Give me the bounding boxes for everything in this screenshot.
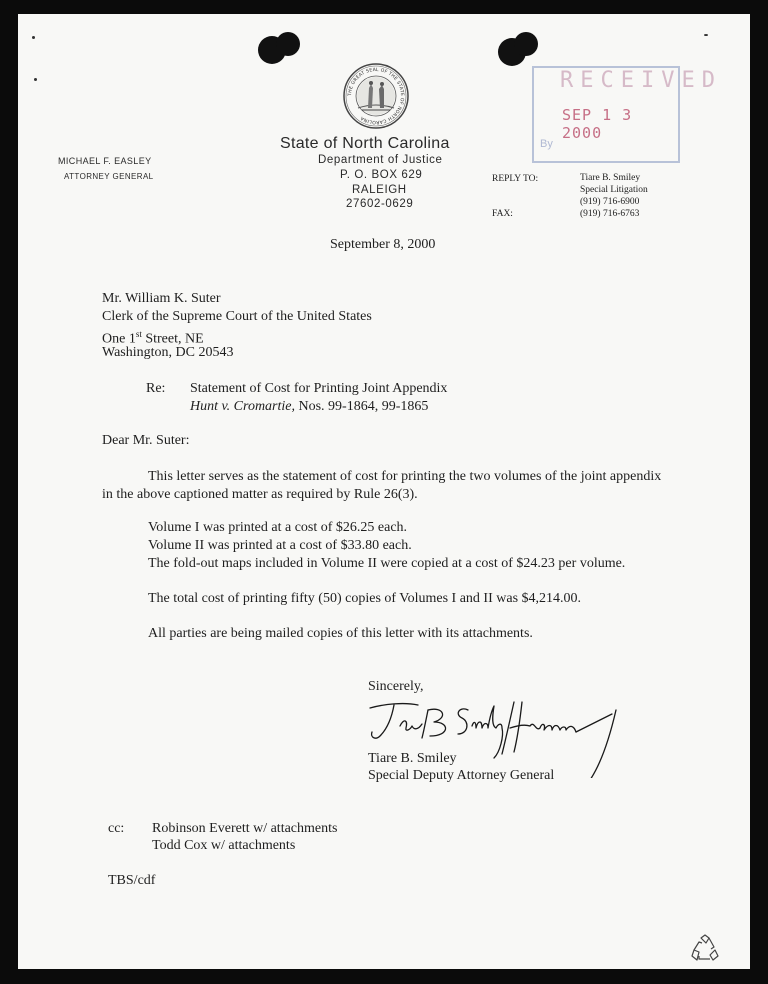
cc-label: cc: xyxy=(108,821,125,836)
total-cost: The total cost of printing fifty (50) copies of Volumes I and II was $4,214.00. xyxy=(148,591,582,606)
state-seal-icon xyxy=(342,62,410,130)
fax-label: FAX: xyxy=(492,209,513,219)
letter-date: September 8, 2000 xyxy=(330,237,436,252)
recipient-street: One 1st Street, NE xyxy=(102,329,204,347)
letterhead-po-box: P. O. BOX 629 xyxy=(340,169,423,181)
stamp-date: SEP 1 3 2000 xyxy=(562,106,633,142)
reply-phone: (919) 716-6900 xyxy=(580,197,640,207)
letterhead-city: RALEIGH xyxy=(352,184,407,196)
mailing-note: All parties are being mailed copies of this letter with its attachments. xyxy=(148,626,533,641)
fax-number: (919) 716-6763 xyxy=(580,209,640,219)
punch-hole-left-b xyxy=(276,32,300,56)
initials: TBS/cdf xyxy=(108,873,156,888)
re-label: Re: xyxy=(146,381,166,396)
re-subject: Statement of Cost for Printing Joint Appendix xyxy=(190,381,448,396)
re-case: Hunt v. Cromartie, Nos. 99-1864, 99-1865 xyxy=(190,399,429,414)
body-para1-line2: in the above captioned matter as required by Rule 26(3). xyxy=(102,487,418,502)
signer-name: Tiare B. Smiley xyxy=(368,751,457,766)
cost-item-maps: The fold-out maps included in Volume II were copied at a cost of $24.23 per volume. xyxy=(148,556,626,571)
closing-sincerely: Sincerely, xyxy=(368,679,424,694)
signer-title: Special Deputy Attorney General xyxy=(368,768,555,783)
cost-item-volume-1: Volume I was printed at a cost of $26.25 each. xyxy=(148,520,408,535)
reply-to-label: REPLY TO: xyxy=(492,174,539,184)
attorney-general-title: ATTORNEY GENERAL xyxy=(64,172,154,181)
cc-line-2: Todd Cox w/ attachments xyxy=(152,838,296,853)
body-para1-line1: This letter serves as the statement of cost for printing the two volumes of the joint appendix xyxy=(148,469,662,484)
recipient-title: Clerk of the Supreme Court of the United States xyxy=(102,309,372,324)
salutation: Dear Mr. Suter: xyxy=(102,433,190,448)
letterhead-department: Department of Justice xyxy=(318,154,443,166)
reply-name: Tiare B. Smiley xyxy=(580,173,641,183)
cost-item-volume-2: Volume II was printed at a cost of $33.80 each. xyxy=(148,538,412,553)
cc-line-1: Robinson Everett w/ attachments xyxy=(152,821,338,836)
reply-unit: Special Litigation xyxy=(580,185,648,195)
speck xyxy=(34,78,37,81)
stamp-by: By xyxy=(540,138,553,150)
speck xyxy=(32,36,35,39)
received-stamp xyxy=(532,66,722,163)
punch-hole-right-b xyxy=(514,32,538,56)
recipient-name: Mr. William K. Suter xyxy=(102,291,221,306)
svg-text:THE GREAT SEAL OF THE STATE OF: THE GREAT SEAL OF THE STATE OF NORTH CAROLINA xyxy=(347,67,405,125)
recipient-city: Washington, DC 20543 xyxy=(102,345,234,360)
attorney-general-name: MICHAEL F. EASLEY xyxy=(58,156,152,166)
letter-page xyxy=(18,14,750,969)
letterhead-zip: 27602-0629 xyxy=(346,198,414,210)
recycle-icon xyxy=(690,934,720,962)
stamp-word: RECEIVED xyxy=(560,68,722,93)
letterhead-state: State of North Carolina xyxy=(280,135,450,152)
speck xyxy=(704,34,708,36)
